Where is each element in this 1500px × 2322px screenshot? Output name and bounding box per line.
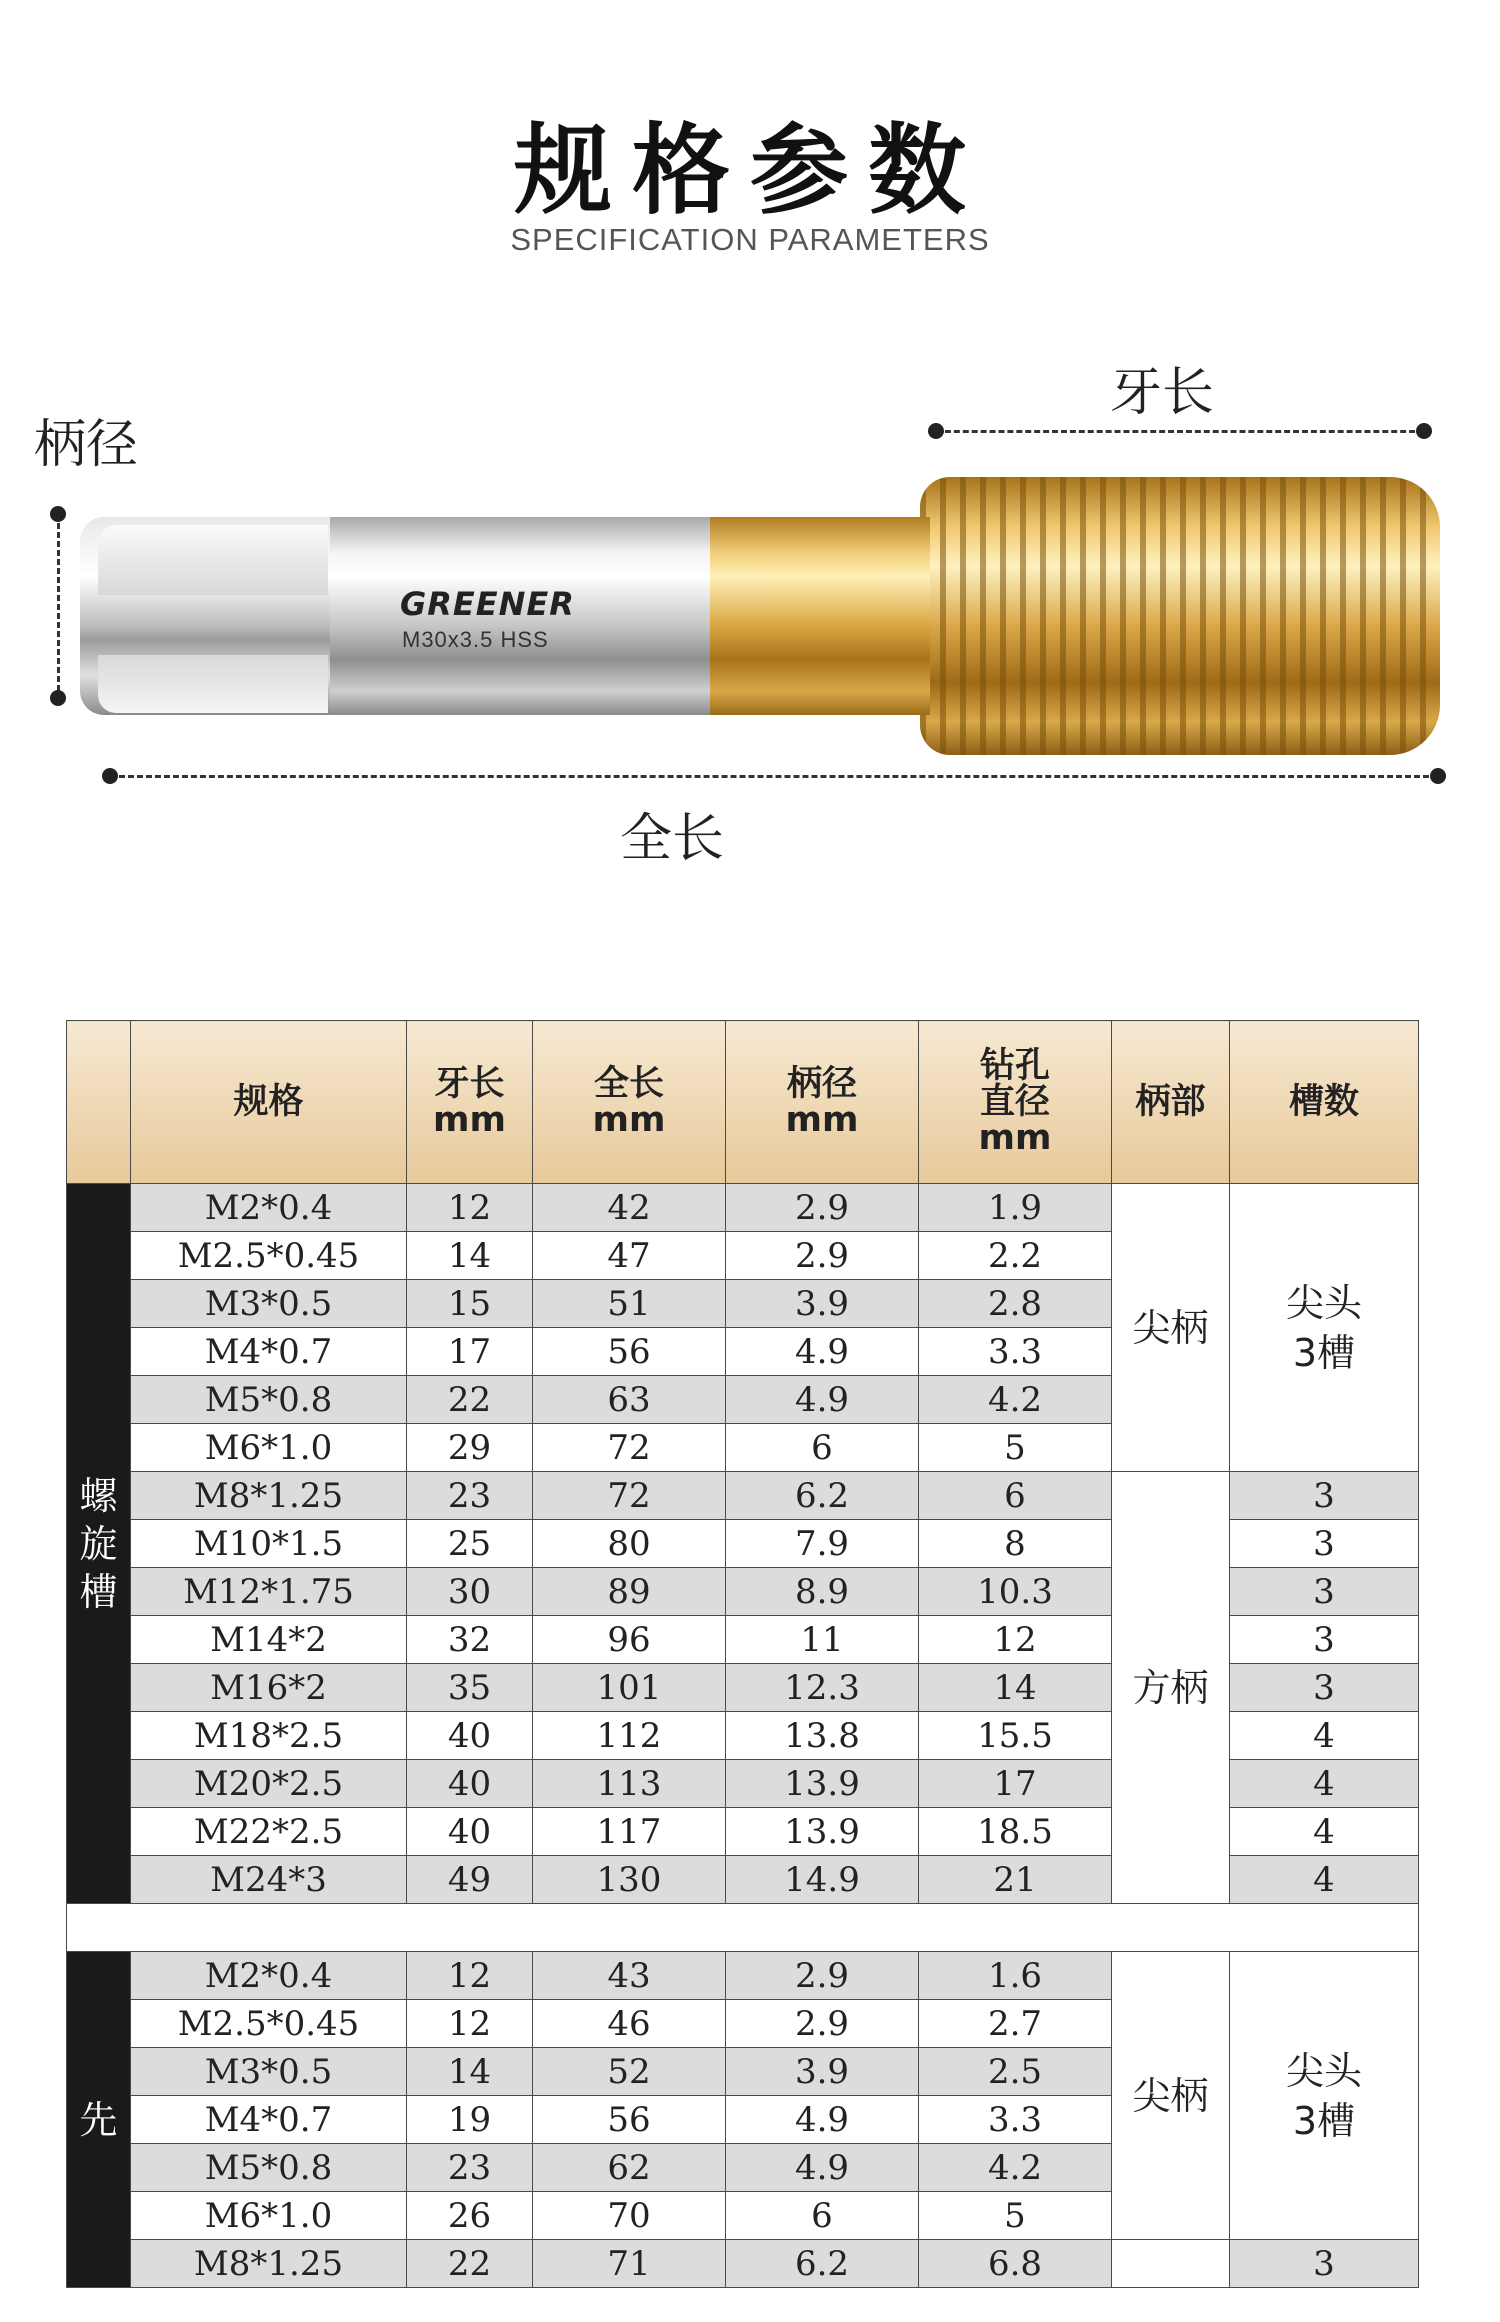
tap-flat-top: [98, 525, 328, 595]
shank-type-cell: 尖柄: [1112, 1952, 1230, 2240]
table-cell: 71: [533, 2240, 726, 2288]
section-label: 螺 旋 槽: [67, 1184, 131, 1904]
table-cell: 32: [407, 1616, 533, 1664]
flutes-cell: 3: [1230, 1664, 1419, 1712]
table-cell: 15.5: [919, 1712, 1112, 1760]
table-cell: 13.8: [726, 1712, 919, 1760]
table-cell: 3.9: [726, 2048, 919, 2096]
header-flutes: 槽数: [1230, 1021, 1419, 1184]
spec-table: [66, 1020, 1419, 2288]
flutes-cell: 4: [1230, 1856, 1419, 1904]
tap-gold-shank: [700, 517, 930, 715]
flutes-cell: 4: [1230, 1808, 1419, 1856]
section-gap: [67, 1904, 1419, 1952]
table-cell: 3.3: [919, 2096, 1112, 2144]
table-cell: 6: [726, 1424, 919, 1472]
header-total-length: 全长 mm: [533, 1021, 726, 1184]
table-cell: 12: [407, 2000, 533, 2048]
table-cell: M10*1.5: [131, 1520, 407, 1568]
flutes-cell: 3: [1230, 1616, 1419, 1664]
flutes-cell: 尖头 3槽: [1230, 1952, 1419, 2240]
table-cell: M2*0.4: [131, 1952, 407, 2000]
table-cell: 2.9: [726, 2000, 919, 2048]
table-cell: 42: [533, 1184, 726, 1232]
table-cell: 22: [407, 2240, 533, 2288]
table-cell: 15: [407, 1280, 533, 1328]
table-cell: 96: [533, 1616, 726, 1664]
table-cell: 17: [407, 1328, 533, 1376]
table-cell: 43: [533, 1952, 726, 2000]
table-cell: 23: [407, 1472, 533, 1520]
table-cell: 13.9: [726, 1808, 919, 1856]
header-shank-type: 柄部: [1112, 1021, 1230, 1184]
table-cell: M8*1.25: [131, 2240, 407, 2288]
table-cell: 6: [726, 2192, 919, 2240]
section-gap-row: [67, 1904, 1419, 1952]
table-cell: 5: [919, 1424, 1112, 1472]
table-cell: 2.7: [919, 2000, 1112, 2048]
table-cell: 4.9: [726, 1328, 919, 1376]
table-cell: M5*0.8: [131, 1376, 407, 1424]
table-cell: 12: [919, 1616, 1112, 1664]
table-cell: M24*3: [131, 1856, 407, 1904]
dim-dot: [928, 423, 944, 439]
table-cell: 4.9: [726, 2144, 919, 2192]
header-blank: [67, 1021, 131, 1184]
table-cell: 2.9: [726, 1232, 919, 1280]
section-label: 先: [67, 1952, 131, 2288]
table-cell: 10.3: [919, 1568, 1112, 1616]
table-cell: 4.2: [919, 2144, 1112, 2192]
table-cell: 18.5: [919, 1808, 1112, 1856]
table-cell: 12: [407, 1184, 533, 1232]
table-cell: 112: [533, 1712, 726, 1760]
table-cell: 113: [533, 1760, 726, 1808]
table-cell: 52: [533, 2048, 726, 2096]
table-cell: 25: [407, 1520, 533, 1568]
flutes-cell: 3: [1230, 1520, 1419, 1568]
table-cell: M22*2.5: [131, 1808, 407, 1856]
table-cell: M12*1.75: [131, 1568, 407, 1616]
tap-illustration: [80, 505, 1450, 785]
table-cell: 8.9: [726, 1568, 919, 1616]
table-cell: M4*0.7: [131, 2096, 407, 2144]
table-cell: 23: [407, 2144, 533, 2192]
table-cell: 6.8: [919, 2240, 1112, 2288]
table-cell: 21: [919, 1856, 1112, 1904]
table-cell: 12.3: [726, 1664, 919, 1712]
table-cell: M2.5*0.45: [131, 2000, 407, 2048]
page-subtitle: SPECIFICATION PARAMETERS: [510, 222, 990, 257]
table-cell: 11: [726, 1616, 919, 1664]
dim-dot: [1416, 423, 1432, 439]
thread-length-label: 牙长: [1110, 363, 1215, 423]
header-drill-diameter: 钻孔 直径 mm: [919, 1021, 1112, 1184]
table-cell: M2.5*0.45: [131, 1232, 407, 1280]
table-cell: 47: [533, 1232, 726, 1280]
table-cell: 2.2: [919, 1232, 1112, 1280]
table-cell: 17: [919, 1760, 1112, 1808]
table-cell: M6*1.0: [131, 2192, 407, 2240]
table-cell: 72: [533, 1424, 726, 1472]
table-cell: 80: [533, 1520, 726, 1568]
table-cell: 5: [919, 2192, 1112, 2240]
table-cell: 13.9: [726, 1760, 919, 1808]
table-cell: 130: [533, 1856, 726, 1904]
table-cell: 49: [407, 1856, 533, 1904]
table-cell: 6: [919, 1472, 1112, 1520]
table-cell: 4.9: [726, 2096, 919, 2144]
table-cell: 117: [533, 1808, 726, 1856]
table-cell: 12: [407, 1952, 533, 2000]
table-cell: M18*2.5: [131, 1712, 407, 1760]
table-cell: 40: [407, 1712, 533, 1760]
table-cell: 4.9: [726, 1376, 919, 1424]
table-cell: 56: [533, 2096, 726, 2144]
table-cell: M5*0.8: [131, 2144, 407, 2192]
shank-type-cell: 尖柄: [1112, 1184, 1230, 1472]
table-cell: 22: [407, 1376, 533, 1424]
table-cell: M4*0.7: [131, 1328, 407, 1376]
table-cell: 51: [533, 1280, 726, 1328]
table-cell: 101: [533, 1664, 726, 1712]
table-cell: M6*1.0: [131, 1424, 407, 1472]
table-cell: 2.5: [919, 2048, 1112, 2096]
flutes-cell: 3: [1230, 1568, 1419, 1616]
thread-length-line: [936, 430, 1424, 433]
table-cell: 14: [919, 1664, 1112, 1712]
table-cell: 2.9: [726, 1952, 919, 2000]
table-cell: 2.9: [726, 1184, 919, 1232]
table-cell: 29: [407, 1424, 533, 1472]
flutes-cell: 3: [1230, 2240, 1419, 2288]
table-row: [67, 1952, 1419, 2000]
table-cell: 4.2: [919, 1376, 1112, 1424]
table-cell: 63: [533, 1376, 726, 1424]
shank-diameter-label: 柄径: [34, 415, 139, 475]
table-row: [67, 1184, 1419, 1232]
table-cell: 3.3: [919, 1328, 1112, 1376]
table-cell: 40: [407, 1808, 533, 1856]
brand-logo: GREENER: [400, 585, 575, 623]
table-cell: M20*2.5: [131, 1760, 407, 1808]
table-row: [67, 2240, 1419, 2288]
tap-flat-bottom: [98, 655, 328, 713]
table-cell: 19: [407, 2096, 533, 2144]
flutes-cell: 尖头 3槽: [1230, 1184, 1419, 1472]
table-cell: 14: [407, 2048, 533, 2096]
table-cell: M8*1.25: [131, 1472, 407, 1520]
dim-dot: [50, 690, 66, 706]
table-cell: 40: [407, 1760, 533, 1808]
table-cell: 62: [533, 2144, 726, 2192]
table-cell: 3.9: [726, 1280, 919, 1328]
table-cell: 1.6: [919, 1952, 1112, 2000]
table-cell: 8: [919, 1520, 1112, 1568]
table-cell: 6.2: [726, 2240, 919, 2288]
shank-type-cell: [1112, 2240, 1230, 2288]
table-cell: 46: [533, 2000, 726, 2048]
table-cell: M3*0.5: [131, 1280, 407, 1328]
table-cell: 26: [407, 2192, 533, 2240]
tap-thread-section: [920, 477, 1440, 755]
page-title: 规格参数: [513, 114, 986, 228]
table-cell: 1.9: [919, 1184, 1112, 1232]
table-cell: M2*0.4: [131, 1184, 407, 1232]
table-cell: 14: [407, 1232, 533, 1280]
table-cell: 30: [407, 1568, 533, 1616]
model-marking: M30x3.5 HSS: [402, 627, 549, 652]
table-cell: 6.2: [726, 1472, 919, 1520]
flutes-cell: 3: [1230, 1472, 1419, 1520]
shank-type-cell: 方柄: [1112, 1472, 1230, 1904]
table-cell: 89: [533, 1568, 726, 1616]
total-length-label: 全长: [620, 809, 725, 869]
table-cell: 56: [533, 1328, 726, 1376]
flutes-cell: 4: [1230, 1712, 1419, 1760]
shank-diameter-line: [57, 514, 60, 700]
flutes-cell: 4: [1230, 1760, 1419, 1808]
table-cell: 14.9: [726, 1856, 919, 1904]
table-cell: 35: [407, 1664, 533, 1712]
table-cell: 7.9: [726, 1520, 919, 1568]
header-thread-length: 牙长 mm: [407, 1021, 533, 1184]
table-cell: 70: [533, 2192, 726, 2240]
table-cell: 2.8: [919, 1280, 1112, 1328]
table-row: [67, 1472, 1419, 1520]
table-cell: M3*0.5: [131, 2048, 407, 2096]
dim-dot: [50, 506, 66, 522]
header-shank-diameter: 柄径 mm: [726, 1021, 919, 1184]
header-spec: 规格: [131, 1021, 407, 1184]
table-cell: M16*2: [131, 1664, 407, 1712]
table-header-row: [67, 1021, 1419, 1184]
table-cell: M14*2: [131, 1616, 407, 1664]
table-cell: 72: [533, 1472, 726, 1520]
